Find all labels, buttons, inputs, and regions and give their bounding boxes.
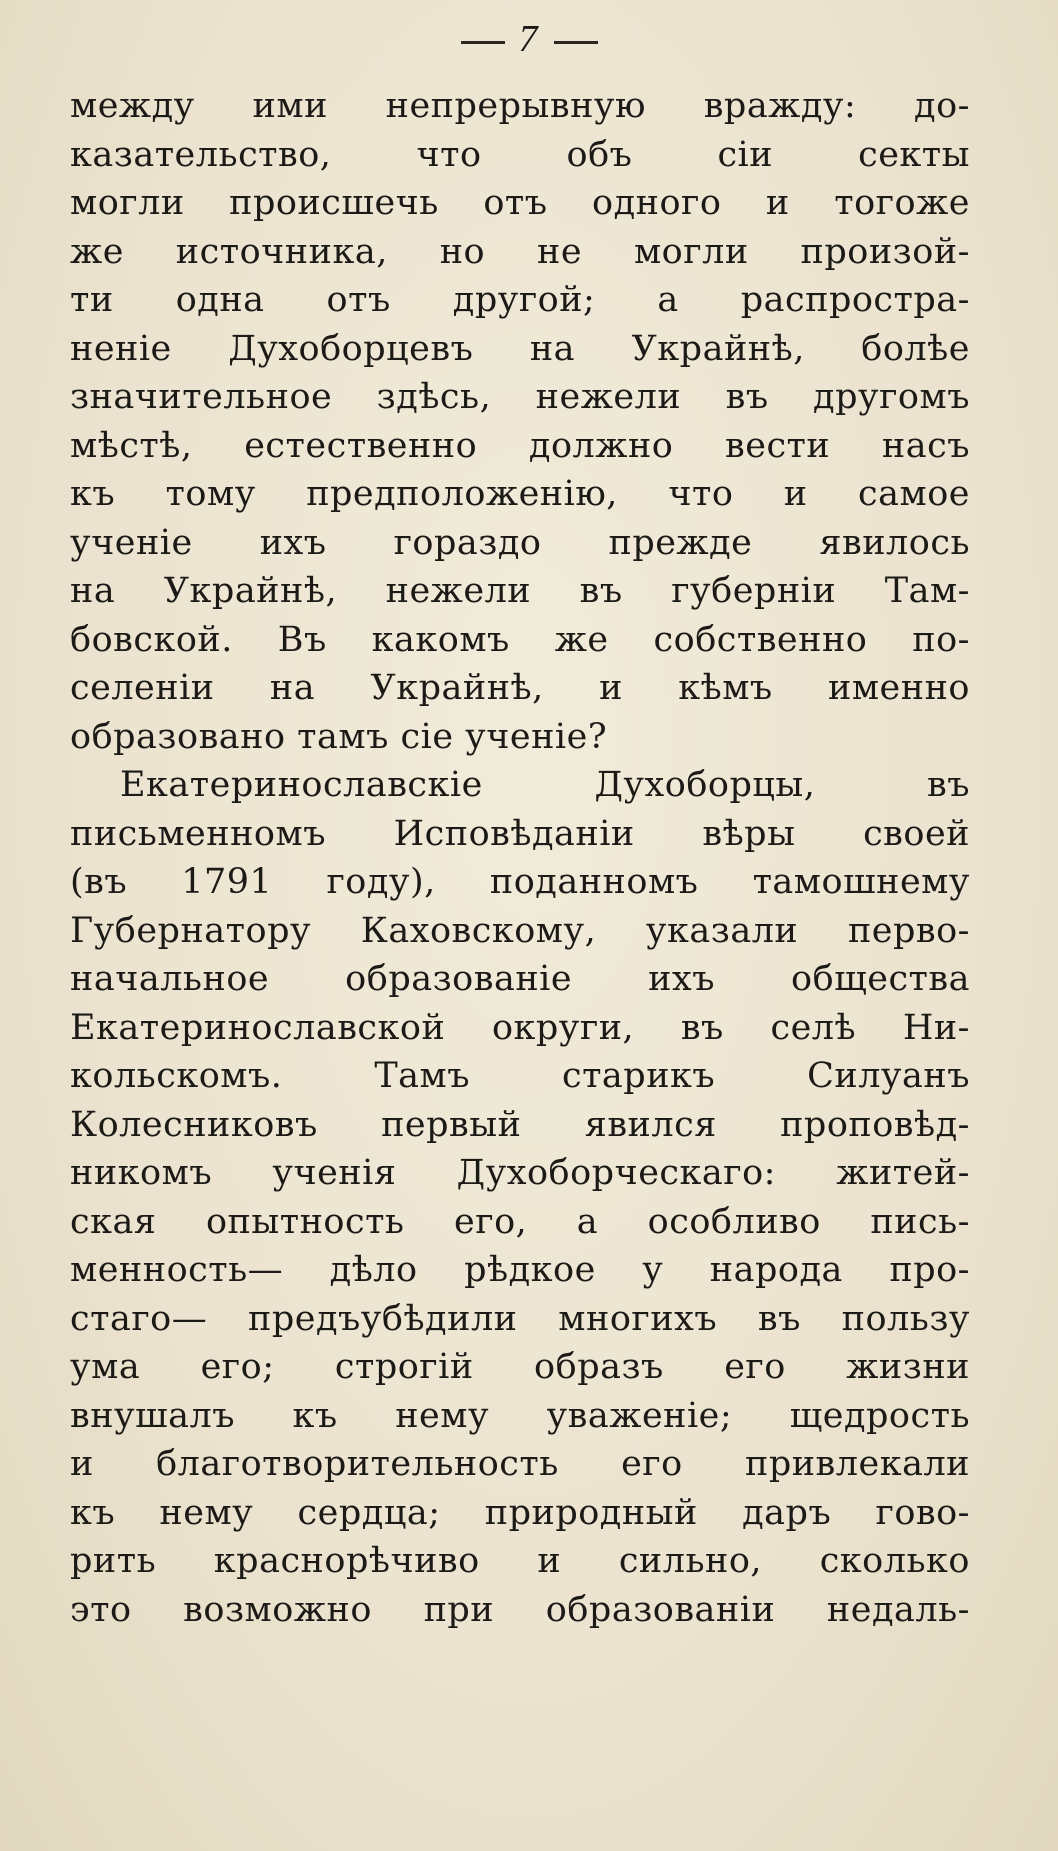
text-line: между ими непрерывную вражду: до- (70, 86, 970, 126)
header-dash-left (461, 41, 505, 44)
body-text (70, 82, 970, 1634)
page-number: 7 (518, 18, 540, 60)
text-line: на Украйнѣ, нежели въ губерніи Там- (70, 571, 970, 611)
header-dash-right (554, 41, 598, 44)
text-line: ская опытность его, а особливо пись- (70, 1201, 970, 1242)
text-line: казательство, что объ сіи секты (70, 134, 970, 175)
text-line: Губернатору Каховскому, указали перво- (70, 910, 970, 951)
text-line: Колесниковъ первый явился проповѣд- (70, 1104, 970, 1145)
text-line: это возможно при образованіи недаль- (70, 1589, 970, 1630)
text-line: Екатеринославской округи, въ селѣ Ни- (70, 1007, 970, 1048)
page-header (0, 14, 1058, 64)
text-line: ученіе ихъ гораздо прежде явилось (70, 522, 970, 563)
text-line: письменномъ Исповѣданіи вѣры своей (70, 813, 970, 854)
text-line: ти одна отъ другой; а распростра- (70, 280, 970, 320)
text-line: внушалъ къ нему уваженіе; щедрость (70, 1395, 970, 1436)
text-line: начальное образованіе ихъ общества (70, 959, 970, 999)
text-line: къ нему сердца; природный даръ гово- (70, 1492, 970, 1533)
text-line: бовской. Въ какомъ же собственно по- (70, 619, 970, 660)
text-line: мѣстѣ, естественно должно вести насъ (70, 425, 970, 466)
text-line: селеніи на Украйнѣ, и кѣмъ именно (70, 668, 970, 708)
text-line: менность— дѣло рѣдкое у народа про- (70, 1250, 970, 1290)
text-line: образовано тамъ сіе ученіе? (70, 716, 608, 757)
text-line: могли происшечь отъ одного и тогоже (70, 183, 970, 223)
text-line: стаго— предъубѣдили многихъ въ пользу (70, 1298, 970, 1339)
text-line: къ тому предположенію, что и самое (70, 474, 970, 514)
text-line: неніе Духоборцевъ на Украйнѣ, болѣе (70, 328, 970, 369)
text-line: и благотворительность его привлекали (70, 1444, 970, 1484)
text-line: ума его; строгій образъ его жизни (70, 1347, 970, 1387)
text-line: кольскомъ. Тамъ старикъ Силуанъ (70, 1056, 970, 1096)
text-line: (въ 1791 году), поданномъ тамошнему (70, 862, 970, 902)
text-line: Екатеринославскіе Духоборцы, въ (120, 765, 970, 805)
text-line: же источника, но не могли произой- (70, 231, 970, 272)
text-line: рить краснорѣчиво и сильно, сколько (70, 1541, 970, 1581)
text-line: значительное здѣсь, нежели въ другомъ (70, 377, 970, 417)
text-line: никомъ ученія Духоборческаго: житей- (70, 1153, 970, 1193)
